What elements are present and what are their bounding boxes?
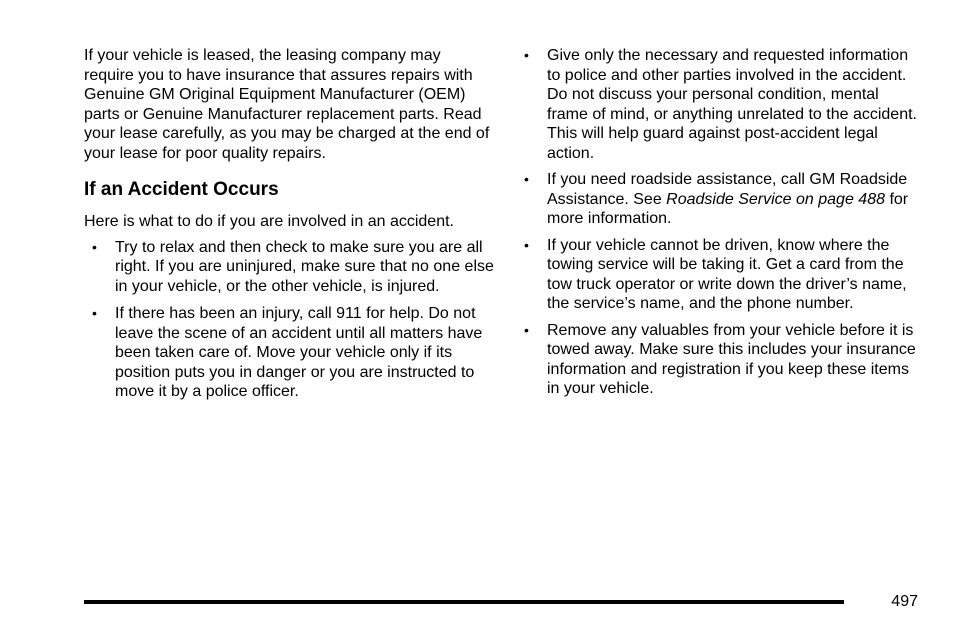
section-intro-paragraph: Here is what to do if you are involved in an accident. [84, 213, 454, 230]
list-item [84, 304, 494, 402]
list-item [524, 321, 924, 399]
accident-steps-list [84, 238, 494, 402]
section-heading: If an Accident Occurs [84, 179, 279, 200]
list-item-text: If your vehicle cannot be driven, know where the towing service will be taking it. Get a card from the tow truck operator or write down the driver’s name, the service’s name, and the phone number. [547, 236, 907, 312]
list-item-text: Try to relax and then check to make sure you are all right. If you are uninjured, make sure that no one else in your vehicle, or the other vehicle, is injured. [115, 238, 494, 295]
bullet-icon: • [92, 238, 97, 255]
list-item [524, 236, 924, 314]
lease-insurance-paragraph: If your vehicle is leased, the leasing company may require you to have insurance that assures repairs with Genuine GM Original Equipment Manufacturer (OEM) parts or Genuine Manufacturer replacement parts. Read your lease carefully, as you may be charged at the end of your lease for poor quality repairs. [84, 47, 490, 162]
bullet-icon: • [524, 236, 529, 253]
list-item [524, 46, 924, 163]
roadside-text-after: for more information. [547, 190, 909, 227]
list-item-text: Remove any valuables from your vehicle before it is towed away. Make sure this includes your insurance information and registration if you keep these items in your vehicle. [547, 321, 916, 397]
list-item [524, 170, 924, 229]
list-item-text: If there has been an injury, call 911 for help. Do not leave the scene of an accident until all matters have been taken care of. Move your vehicle only if its position puts you in danger or you are instructed to move it by a police officer. [115, 305, 483, 400]
page-number: 497 [891, 593, 918, 610]
bullet-icon: • [524, 321, 529, 338]
list-item-text: Give only the necessary and requested information to police and other parties involved in the accident. Do not discuss your personal condition, mental frame of mind, or anything unrelated to the accident. This will help guard against post-accident legal action. [547, 47, 917, 162]
roadside-service-reference-link[interactable]: Roadside Service on page 488 [666, 190, 885, 208]
bullet-icon: • [524, 171, 529, 187]
footer-divider [84, 600, 844, 604]
roadside-text-before: If you need roadside assistance, call GM Roadside Assistance. See [547, 171, 908, 208]
right-column [524, 46, 924, 406]
bullet-icon: • [524, 47, 529, 63]
list-item-text [547, 171, 908, 227]
accident-steps-continued-list [524, 46, 924, 399]
list-item [84, 238, 494, 297]
bullet-icon: • [92, 305, 97, 321]
left-column [84, 46, 494, 410]
